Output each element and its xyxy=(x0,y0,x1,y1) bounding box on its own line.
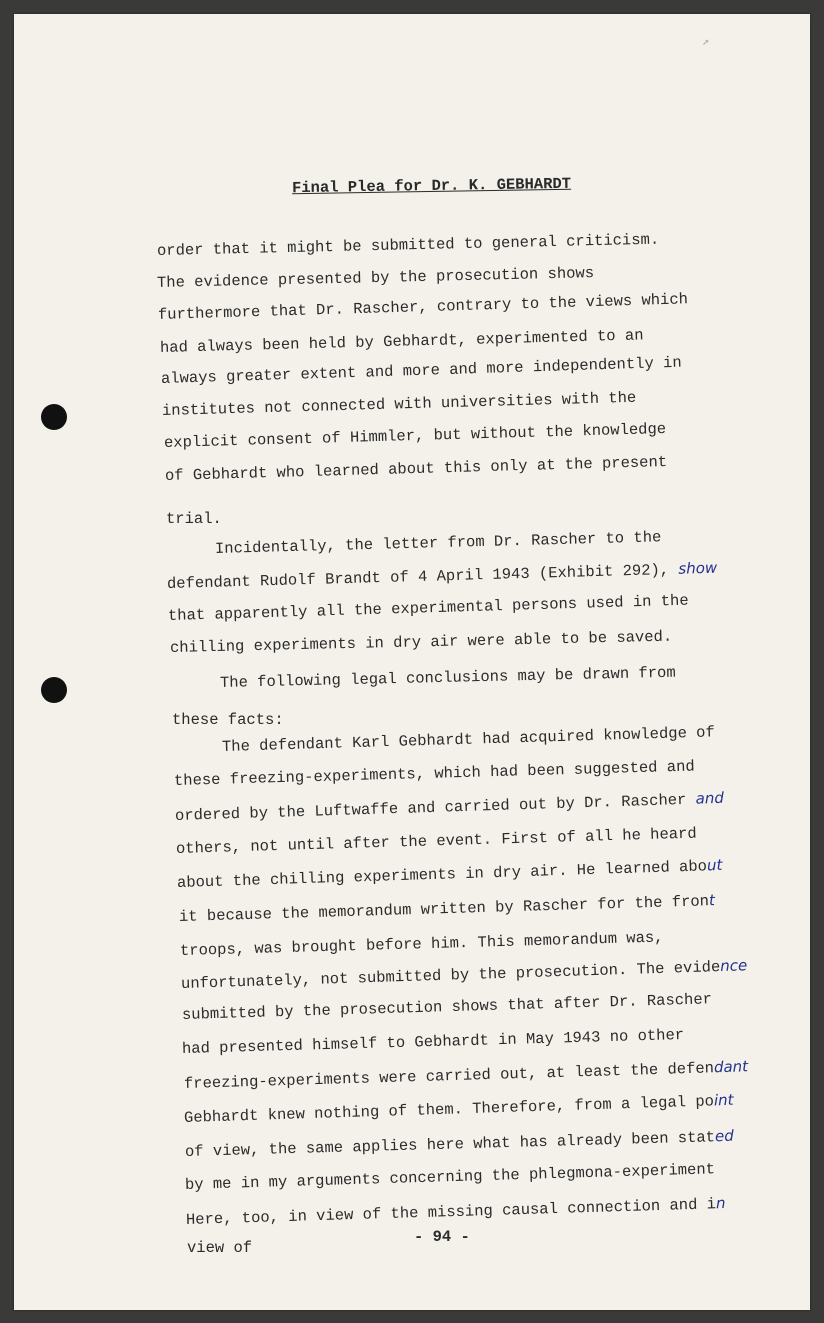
text-line xyxy=(161,354,682,388)
text-line xyxy=(186,1194,726,1229)
typed-text: view of xyxy=(187,1239,253,1257)
text-line xyxy=(177,856,723,892)
text-line xyxy=(174,757,695,790)
typed-text: The defendant Karl Gebhardt had acquired knowledge of xyxy=(221,723,716,756)
text-line xyxy=(182,1026,685,1058)
text-line xyxy=(220,664,676,692)
text-line xyxy=(160,326,644,357)
page-title: Final Plea for Dr. K. GEBHARDT xyxy=(291,174,572,198)
typed-text: submitted by the prosecution shows that after Dr. Rascher xyxy=(181,990,713,1024)
text-line xyxy=(157,231,660,260)
text-line xyxy=(179,891,715,926)
text-line xyxy=(164,420,667,452)
text-line xyxy=(166,510,222,528)
typed-text: of Gebhardt who learned about this only at the present xyxy=(164,452,668,485)
typed-text: The evidence presented by the prosecution shows xyxy=(156,264,595,292)
typed-text: by me in my arguments concerning the phlegmona-experiment xyxy=(184,1160,716,1194)
typed-text: institutes not connected with universities with the xyxy=(161,388,637,420)
handwritten-correction: int xyxy=(713,1090,734,1110)
text-line xyxy=(176,825,697,858)
punch-hole xyxy=(41,677,67,703)
typed-text: chilling experiments in dry air were able to be saved. xyxy=(169,627,673,657)
typed-text: Incidentally, the letter from Dr. Rascher to the xyxy=(214,528,662,558)
page-number: - 94 - xyxy=(414,1228,470,1246)
typed-text: troops, was brought before him. This memorandum was, xyxy=(179,928,664,960)
handwritten-correction: n xyxy=(715,1193,726,1213)
typed-text: defendant Rudolf Brandt of 4 April 1943 (Exhibit 292), xyxy=(166,560,679,593)
typed-text: freezing-experiments were carried out, at least the defen xyxy=(183,1059,715,1093)
handwritten-correction: t xyxy=(708,891,716,910)
typed-text: that apparently all the experimental persons used in the xyxy=(167,591,689,625)
text-line xyxy=(167,559,718,593)
text-line xyxy=(175,789,724,825)
typed-text: ordered by the Luftwaffe and carried out by Dr. Rascher xyxy=(174,790,696,825)
text-line xyxy=(185,1127,734,1161)
text-line xyxy=(165,453,668,485)
corner-mark: ↗ xyxy=(702,34,710,48)
text-line xyxy=(222,723,715,756)
handwritten-correction: ut xyxy=(706,855,723,875)
text-line xyxy=(170,628,673,657)
typed-text: trial. xyxy=(166,510,222,528)
text-line xyxy=(187,1239,252,1257)
typed-text: explicit consent of Himmler, but without the knowledge xyxy=(163,419,667,452)
text-line xyxy=(185,1160,715,1194)
text-line xyxy=(180,928,664,959)
typed-text: these freezing-experiments, which had been suggested and xyxy=(173,757,695,790)
handwritten-correction: and xyxy=(695,788,725,808)
text-line xyxy=(215,528,662,558)
typed-text: had presented himself to Gebhardt in May 1943 no other xyxy=(181,1025,685,1058)
text-line xyxy=(181,956,748,993)
handwritten-correction: show xyxy=(678,558,718,578)
typed-text: unfortunately, not submitted by the prosecution. The evide xyxy=(180,958,721,993)
typed-text: had always been held by Gebhardt, experimented to an xyxy=(159,326,644,357)
typed-text: The following legal conclusions may be drawn from xyxy=(219,663,676,692)
typed-text: Gebhardt knew nothing of them. Therefore, from a legal po xyxy=(183,1092,715,1127)
typed-text: furthermore that Dr. Rascher, contrary to the views which xyxy=(157,290,689,324)
text-line xyxy=(168,592,689,625)
typed-text: Here, too, in view of the missing causal connection and i xyxy=(185,1195,717,1229)
document-page xyxy=(14,14,810,1310)
typed-text: of view, the same applies here what has already been stat xyxy=(184,1128,716,1161)
text-line xyxy=(184,1057,749,1093)
text-line xyxy=(184,1091,734,1127)
text-line xyxy=(158,290,688,324)
handwritten-correction: ed xyxy=(714,1126,734,1146)
typed-text: these facts: xyxy=(172,711,284,729)
typed-text: always greater extent and more and more independently in xyxy=(160,353,682,388)
typed-text: others, not until after the event. First of all he heard xyxy=(175,824,697,858)
typed-text: about the chilling experiments in dry air. He learned abo xyxy=(176,857,708,892)
typed-text: order that it might be submitted to general criticism. xyxy=(156,230,660,260)
text-line xyxy=(162,389,637,420)
text-line xyxy=(157,264,594,292)
handwritten-correction: dant xyxy=(713,1057,749,1077)
text-line xyxy=(172,711,284,729)
typed-text: it because the memorandum written by Rascher for the fron xyxy=(178,892,710,926)
text-line xyxy=(182,990,712,1024)
punch-hole xyxy=(41,404,67,430)
handwritten-correction: nce xyxy=(719,956,748,976)
